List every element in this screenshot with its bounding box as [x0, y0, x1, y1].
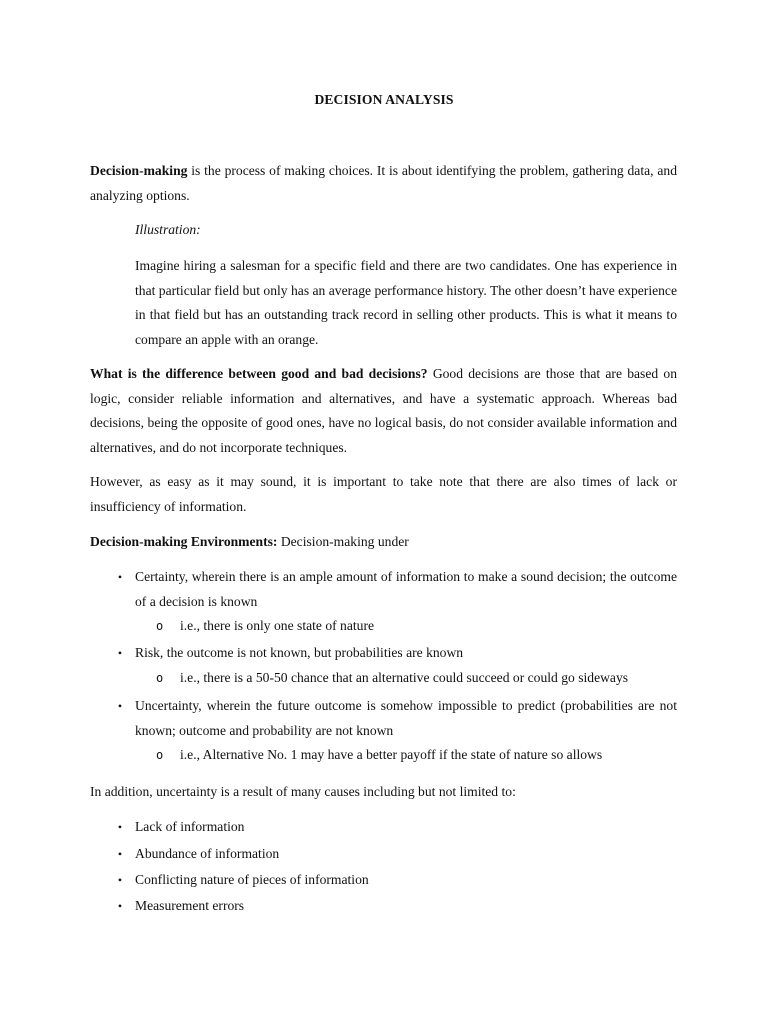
bullet-icon: •: [117, 699, 123, 713]
bullet-icon: •: [117, 570, 123, 584]
difference-paragraph: [90, 362, 677, 460]
list-item-text: Risk, the outcome is not known, but probabilities are known: [135, 645, 464, 660]
however-paragraph: However, as easy as it may sound, it is important to take note that there are also times of lack or insufficiency of information.: [90, 474, 677, 514]
list-item-text: Certainty, wherein there is an ample amount of information to make a sound decision; the outcome of a decision is known: [135, 569, 677, 609]
illustration-text: Imagine hiring a salesman for a specific field and there are two candidates. One has experience in that particular field but only has an average performance history. The other doesn’t have experience in that field but has an outstanding track record in selling other products. This is what it means to compare an apple with an orange.: [135, 258, 677, 347]
bullet-icon: •: [117, 899, 123, 913]
list-item-text: Measurement errors: [135, 898, 245, 913]
circle-bullet-icon: o: [156, 619, 164, 633]
difference-question: What is the difference between good and bad decisions?: [90, 366, 428, 381]
intro-term: Decision-making: [90, 163, 188, 178]
environments-heading: Decision-making Environments:: [90, 534, 278, 549]
difference-text: Good decisions are those that are based on logic, consider reliable information and alternatives, and have a systematic approach. Whereas bad decisions, being the opposite of good ones, have no logical basis, do not consider available information and alternatives, and do not incorporate techniques.: [90, 366, 677, 455]
list-item-text: Uncertainty, wherein the future outcome is somehow impossible to predict (probabilities are not known; outcome and probability are not known: [135, 698, 677, 738]
sub-list-item-text: i.e., there is only one state of nature: [180, 618, 375, 633]
circle-bullet-icon: o: [156, 671, 164, 685]
bullet-icon: •: [117, 646, 123, 660]
sub-list-item-text: i.e., Alternative No. 1 may have a better payoff if the state of nature so allows: [180, 747, 603, 762]
environments-paragraph: [90, 530, 677, 555]
intro-paragraph: [90, 159, 677, 208]
circle-bullet-icon: o: [156, 748, 164, 762]
list-item-text: Lack of information: [135, 819, 245, 834]
bullet-icon: •: [117, 873, 123, 887]
causes-intro: In addition, uncertainty is a result of many causes including but not limited to:: [90, 784, 516, 799]
list-item-text: Conflicting nature of pieces of information: [135, 872, 369, 887]
intro-text: is the process of making choices. It is about identifying the problem, gathering data, and analyzing options.: [90, 163, 677, 203]
bullet-icon: •: [117, 820, 123, 834]
list-item-text: Abundance of information: [135, 846, 280, 861]
sub-list-item-text: i.e., there is a 50-50 chance that an alternative could succeed or could go sideways: [180, 670, 629, 685]
environments-text: Decision-making under: [277, 534, 409, 549]
document-title: DECISION ANALYSIS: [314, 92, 454, 107]
illustration-label: Illustration:: [135, 222, 201, 237]
bullet-icon: •: [117, 847, 123, 861]
